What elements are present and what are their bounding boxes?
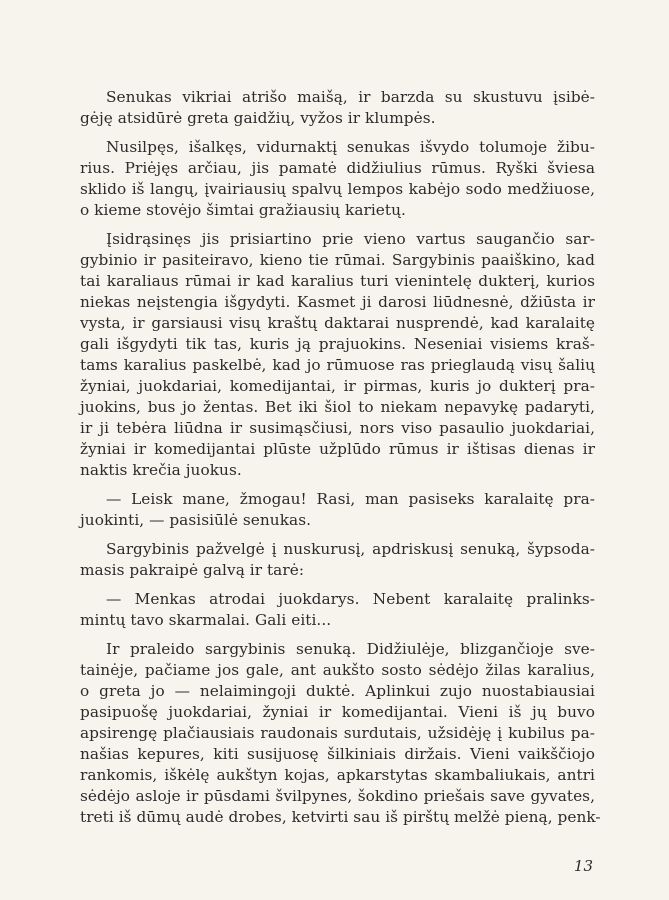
- text-line: treti iš dūmų audė drobes, ketvirti sau iš pirštų melžė pieną, penk-: [80, 808, 601, 826]
- body-text: [80, 87, 601, 836]
- paragraph: [80, 87, 595, 129]
- text-line: apsirengę plačiausiais raudonais surdutais, užsidėję į kubilus pa-: [80, 724, 595, 742]
- page-number: 13: [573, 857, 593, 875]
- text-line: o greta jo — nelaimingoji duktė. Aplinkui zujo nuostabiausiai: [80, 682, 595, 700]
- text-line: Įsidrąsinęs jis prisiartino prie vieno vartus saugančio sar-: [106, 230, 595, 248]
- text-line: mintų tavo skarmalai. Gali eiti...: [80, 611, 332, 629]
- text-line: gali išgydyti tik tas, kuris ją prajuokins. Neseniai visiems kraš-: [80, 335, 595, 353]
- text-line: tai karaliaus rūmai ir kad karalius turi vienintelę dukterį, kurios: [80, 272, 595, 290]
- text-line: vysta, ir garsiausi visų kraštų daktarai nusprendė, kad karalaitę: [80, 314, 595, 332]
- text-line: pasipuošę juokdariai, žyniai ir komedijantai. Vieni iš jų buvo: [80, 703, 595, 721]
- paragraph: [80, 489, 595, 531]
- text-line: sklido iš langų, įvairiausių spalvų lempos kabėjo sodo medžiuose,: [80, 180, 595, 198]
- text-line: ir ji tebėra liūdna ir susimąsčiusi, nors viso pasaulio juokdariai,: [80, 419, 595, 437]
- text-line: Ir praleido sargybinis senuką. Didžiulėje, blizgančioje sve-: [106, 640, 595, 658]
- paragraph: [80, 137, 595, 221]
- text-line: o kieme stovėjo šimtai gražiausių karietų.: [80, 201, 406, 219]
- paragraph: [80, 229, 595, 481]
- text-line: — Menkas atrodai juokdarys. Nebent karalaitę pralinks-: [106, 590, 595, 608]
- text-line: rius. Priėjęs arčiau, jis pamatė didžiulius rūmus. Ryški šviesa: [80, 159, 595, 177]
- text-line: juokinti, — pasisiūlė senukas.: [80, 511, 312, 529]
- text-line: gėję atsidūrė greta gaidžių, vyžos ir klumpės.: [80, 109, 436, 127]
- paragraph: [80, 639, 601, 828]
- text-line: — Leisk mane, žmogau! Rasi, man pasiseks karalaitę pra-: [106, 490, 595, 508]
- text-line: Senukas vikriai atrišo maišą, ir barzda su skustuvu įsibė-: [106, 88, 595, 106]
- text-line: tainėje, pačiame jos gale, ant aukšto sosto sėdėjo žilas karalius,: [80, 661, 595, 679]
- paragraph: [80, 589, 595, 631]
- text-line: naktis krečia juokus.: [80, 461, 242, 479]
- text-line: žyniai, juokdariai, komedijantai, ir pirmas, kuris jo dukterį pra-: [80, 377, 595, 395]
- text-line: žyniai ir komedijantai plūste užplūdo rūmus ir ištisas dienas ir: [80, 440, 595, 458]
- text-line: Nusilpęs, išalkęs, vidurnaktį senukas išvydo tolumoje žibu-: [106, 138, 595, 156]
- text-line: masis pakraipė galvą ir tarė:: [80, 561, 305, 579]
- text-line: tams karalius paskelbė, kad jo rūmuose ras prieglaudą visų šalių: [80, 356, 595, 374]
- text-line: sėdėjo asloje ir pūsdami švilpynes, šokdino priešais save gyvates,: [80, 787, 595, 805]
- text-line: gybinio ir pasiteiravo, kieno tie rūmai. Sargybinis paaiškino, kad: [80, 251, 595, 269]
- paragraph: [80, 539, 595, 581]
- text-line: niekas neįstengia išgydyti. Kasmet ji darosi liūdnesnė, džiūsta ir: [80, 293, 595, 311]
- text-line: Sargybinis pažvelgė į nuskurusį, apdriskusį senuką, šypsoda-: [106, 540, 595, 558]
- text-line: našias kepures, kiti susijuosę šilkiniais diržais. Vieni vaikščiojo: [80, 745, 595, 763]
- text-line: juokins, bus jo žentas. Bet iki šiol to niekam nepavykę padaryti,: [80, 398, 595, 416]
- text-line: rankomis, iškėlę aukštyn kojas, apkarstytas skambaliukais, antri: [80, 766, 595, 784]
